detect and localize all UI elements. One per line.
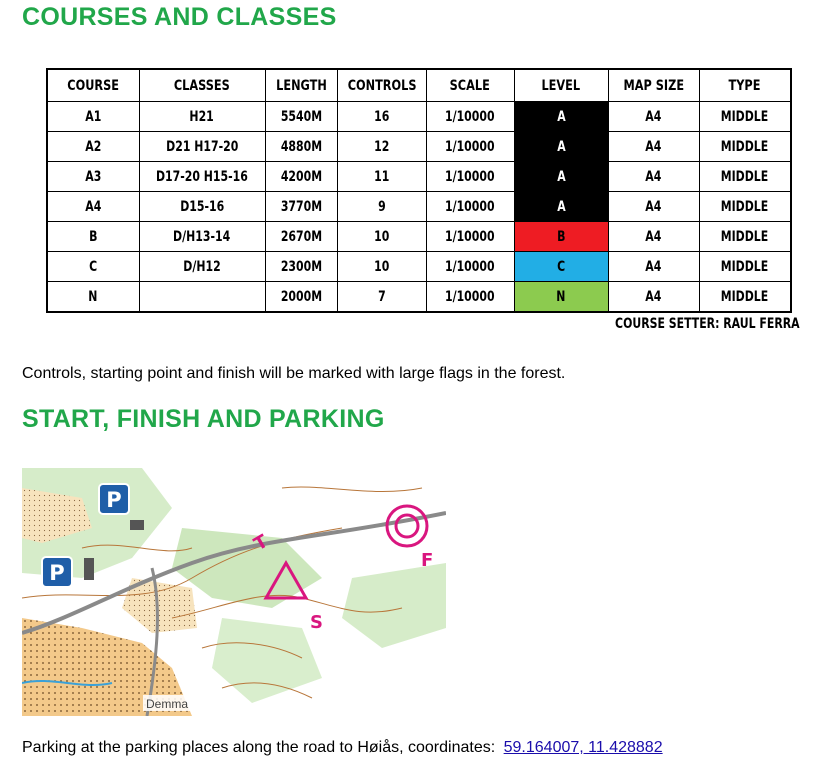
cell-level: A [514, 102, 608, 132]
cell-classes: D21 H17-20 [139, 132, 265, 162]
cell-level: A [514, 192, 608, 222]
cell-course: A3 [47, 162, 139, 192]
cell-course: A1 [47, 102, 139, 132]
cell-length: 2000M [265, 282, 337, 313]
column-header: LEVEL [514, 69, 608, 102]
cell-scale: 1/10000 [426, 282, 514, 313]
cell-length: 4880M [265, 132, 337, 162]
cell-course: A2 [47, 132, 139, 162]
parking-label: P [49, 561, 65, 585]
cell-classes: H21 [139, 102, 265, 132]
building [84, 558, 94, 580]
building [130, 520, 144, 530]
table-row [47, 162, 791, 192]
cell-map-size: A4 [608, 252, 699, 282]
column-header: CONTROLS [337, 69, 426, 102]
parking-sign-2 [42, 557, 72, 587]
table-row [47, 282, 791, 313]
cell-controls: 9 [337, 192, 426, 222]
table-row [47, 102, 791, 132]
cell-length: 2300M [265, 252, 337, 282]
cell-map-size: A4 [608, 102, 699, 132]
column-header: CLASSES [139, 69, 265, 102]
cell-scale: 1/10000 [426, 162, 514, 192]
cell-length: 5540M [265, 102, 337, 132]
cell-level: A [514, 162, 608, 192]
cell-type: MIDDLE [699, 252, 791, 282]
finish-label: F [421, 550, 434, 571]
table-row [47, 132, 791, 162]
table-header-row [47, 69, 791, 102]
cell-type: MIDDLE [699, 282, 791, 313]
table-row [47, 222, 791, 252]
section-title-start-finish-parking: START, FINISH AND PARKING [22, 405, 385, 433]
cell-map-size: A4 [608, 162, 699, 192]
cell-level: A [514, 132, 608, 162]
cell-classes: D/H12 [139, 252, 265, 282]
cell-course: B [47, 222, 139, 252]
cell-type: MIDDLE [699, 102, 791, 132]
cell-type: MIDDLE [699, 192, 791, 222]
cell-level: B [514, 222, 608, 252]
cell-length: 3770M [265, 192, 337, 222]
cell-scale: 1/10000 [426, 252, 514, 282]
coordinates-link[interactable]: 59.164007, 11.428882 [503, 739, 663, 756]
cell-level: C [514, 252, 608, 282]
cell-controls: 10 [337, 222, 426, 252]
cell-classes: D17-20 H15-16 [139, 162, 265, 192]
table-body [47, 102, 791, 313]
start-label: S [310, 612, 323, 633]
cell-scale: 1/10000 [426, 132, 514, 162]
column-header: COURSE [47, 69, 139, 102]
cell-controls: 16 [337, 102, 426, 132]
cell-course: C [47, 252, 139, 282]
cell-length: 2670M [265, 222, 337, 252]
cell-controls: 12 [337, 132, 426, 162]
column-header: MAP SIZE [608, 69, 699, 102]
cell-scale: 1/10000 [426, 222, 514, 252]
parking-note [22, 739, 663, 757]
cell-map-size: A4 [608, 222, 699, 252]
cell-scale: 1/10000 [426, 192, 514, 222]
column-header: LENGTH [265, 69, 337, 102]
course-setter: COURSE SETTER: RAUL FERRA [615, 316, 800, 332]
cell-controls: 10 [337, 252, 426, 282]
parking-sign-1 [99, 484, 129, 514]
cell-controls: 7 [337, 282, 426, 313]
parking-label: P [106, 488, 122, 512]
cell-level: N [514, 282, 608, 313]
toilet-label: T [250, 530, 272, 556]
cell-type: MIDDLE [699, 162, 791, 192]
table-row [47, 192, 791, 222]
cell-map-size: A4 [608, 282, 699, 313]
place-label: Demma [146, 697, 189, 711]
cell-controls: 11 [337, 162, 426, 192]
table-row [47, 252, 791, 282]
cell-scale: 1/10000 [426, 102, 514, 132]
courses-table [46, 68, 792, 313]
column-header: TYPE [699, 69, 791, 102]
cell-classes [139, 282, 265, 313]
column-header: SCALE [426, 69, 514, 102]
parking-text: Parking at the parking places along the road to Høiås, coordinates: [22, 739, 496, 756]
cell-map-size: A4 [608, 132, 699, 162]
cell-classes: D15-16 [139, 192, 265, 222]
flags-note: Controls, starting point and finish will be marked with large flags in the forest. [22, 365, 566, 382]
cell-type: MIDDLE [699, 132, 791, 162]
cell-length: 4200M [265, 162, 337, 192]
cell-course: A4 [47, 192, 139, 222]
cell-course: N [47, 282, 139, 313]
orienteering-map [22, 468, 446, 716]
cell-type: MIDDLE [699, 222, 791, 252]
cell-map-size: A4 [608, 192, 699, 222]
section-title-courses: COURSES AND CLASSES [22, 3, 337, 31]
cell-classes: D/H13-14 [139, 222, 265, 252]
